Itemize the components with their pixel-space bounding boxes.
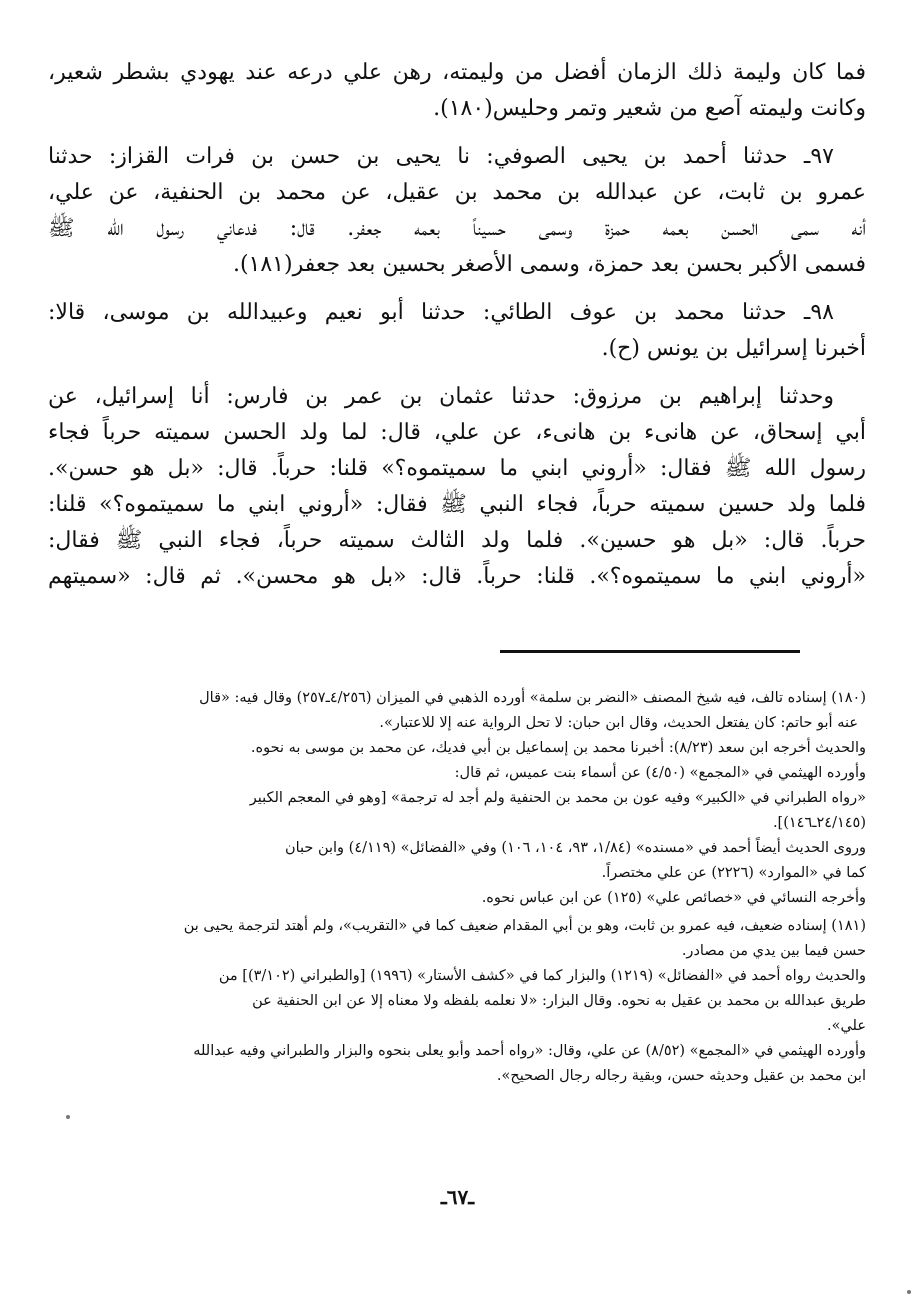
footnote-line: والحديث أخرجه ابن سعد (٨/٢٣): أخبرنا محمد بن إسماعيل بن أبي فديك، عن محمد بن موسى به نحوه. (250, 740, 866, 756)
text-line: وحدثنا إبراهيم بن مرزوق: حدثنا عثمان بن عمر بن فارس: أنا إسرائيل، عن (48, 384, 834, 409)
text-line: رسول الله ﷺ فقال: «أروني ابني ما سميتموه؟» قلنا: حرباً. قال: «بل هو حسن». (48, 456, 866, 481)
text-line: فلما ولد حسين سميته حرباً، فجاء النبي ﷺ فقال: «أروني ابني ما سميتموه؟» قلنا: (48, 492, 866, 517)
scan-speck (66, 1115, 70, 1119)
footnote-line: علي». (826, 1018, 866, 1034)
footnote-line: «رواه الطبراني في «الكبير» وفيه عون بن محمد بن الحنفية ولم أجد له ترجمة» [وهو في المعجم الكبير (249, 790, 866, 806)
text-line: ٩٧ـ حدثنا أحمد بن يحيى الصوفي: نا يحيى بن حسن بن فرات القزاز: حدثنا (48, 144, 834, 169)
text-line: أنه سمى الحسن بعمه حمزة وسمى حسيناً بعمه جعفر. قال: فدعاني رسول الله ﷺ (48, 216, 866, 241)
footnote-line: والحديث رواه أحمد في «الفضائل» (١٢١٩) والبزار كما في «كشف الأستار» (١٩٩٦) [والطبراني (٣/١٠٢)] من (218, 968, 866, 984)
footnotes (48, 686, 866, 1092)
footnote-180 (48, 686, 866, 911)
footnote-line: طريق عبدالله بن محمد بن عقيل به نحوه. وقال البزار: «لا نعلمه بلفظه ولا معناه إلا عن ابن الحنفية عن (252, 993, 866, 1009)
text-line: أخبرنا إسرائيل بن يونس (ح). (601, 336, 866, 361)
scan-speck (907, 1290, 911, 1294)
footnote-line: كما في «الموارد» (٢٢٢٦) عن علي مختصراً. (601, 865, 866, 881)
footnote-line: وأورده الهيثمي في «المجمع» (٤/٥٠) عن أسماء بنت عميس، ثم قال: (454, 765, 866, 781)
footnote-line: (١٨١) إسناده ضعيف، فيه عمرو بن ثابت، وهو بن أبي المقدام ضعيف كما في «التقريب»، ولم أهتد لترجمة يحيى بن (183, 918, 866, 934)
footnote-line: حسن فيما بين يدي من مصادر. (681, 943, 866, 959)
footnote-line: وروى الحديث أيضاً أحمد في «مسنده» (١/٨٤، ٩٣، ١٠٤، ١٠٦) وفي «الفضائل» (٤/١١٩) وابن حبان (284, 840, 866, 856)
footnote-line: وأخرجه النسائي في «خصائص علي» (١٢٥) عن ابن عباس نحوه. (481, 890, 866, 906)
footnote-line: (١٨٠) إسناده تالف، فيه شيخ المصنف «النضر بن سلمة» أورده الذهبي في الميزان (٤/٢٥٦ـ٢٥٧) وقال فيه: «قال (199, 690, 866, 706)
paragraph-hadith-98 (48, 295, 866, 367)
paragraph-hadith-98-second-chain (48, 379, 866, 595)
text-line: فسمى الأكبر بحسن بعد حمزة، وسمى الأصغر بحسين بعد جعفر(١٨١). (232, 252, 866, 277)
text-line: أبي إسحاق، عن هانىء بن هانىء، عن علي، قال: لما ولد الحسن سميته حرباً فجاء (48, 420, 866, 445)
text-line: فما كان وليمة ذلك الزمان أفضل من وليمته، رهن علي درعه عند يهودي بشطر شعير، (48, 60, 866, 85)
footnote-divider (500, 650, 800, 653)
paragraph-continuation (48, 55, 866, 127)
text-line: عمرو بن ثابت، عن عبدالله بن محمد بن عقيل، عن محمد بن الحنفية، عن علي، (48, 180, 866, 205)
footnote-line: وأورده الهيثمي في «المجمع» (٨/٥٢) عن علي، وقال: «رواه أحمد وأبو يعلى بنحوه والبزار والطبراني وفيه عبدالله (193, 1043, 866, 1059)
footnote-line: ابن محمد بن عقيل وحديثه حسن، وبقية رجاله رجال الصحيح». (496, 1068, 866, 1084)
text-line: وكانت وليمته آصع من شعير وتمر وحليس(١٨٠). (433, 96, 866, 121)
paragraph-hadith-97 (48, 139, 866, 283)
main-text (48, 55, 866, 595)
text-line: ٩٨ـ حدثنا محمد بن عوف الطائي: حدثنا أبو نعيم وعبيدالله بن موسى، قالا: (48, 300, 834, 325)
footnote-line: عنه أبو حاتم: كان يفتعل الحديث، وقال ابن حبان: لا تحل الرواية عنه إلا للاعتبار». (379, 715, 858, 731)
footnote-line: (٢٤/١٤٥ـ١٤٦)]. (772, 815, 866, 831)
text-line: حرباً. قال: «بل هو حسين». فلما ولد الثالث سميته حرباً، فجاء النبي ﷺ فقال: (48, 528, 866, 553)
page-number: ـ٦٧ـ (440, 1185, 475, 1209)
text-line: «أروني ابني ما سميتموه؟». قلنا: حرباً. قال: «بل هو محسن». ثم قال: «سميتهم (48, 564, 866, 589)
footnote-181 (48, 914, 866, 1089)
